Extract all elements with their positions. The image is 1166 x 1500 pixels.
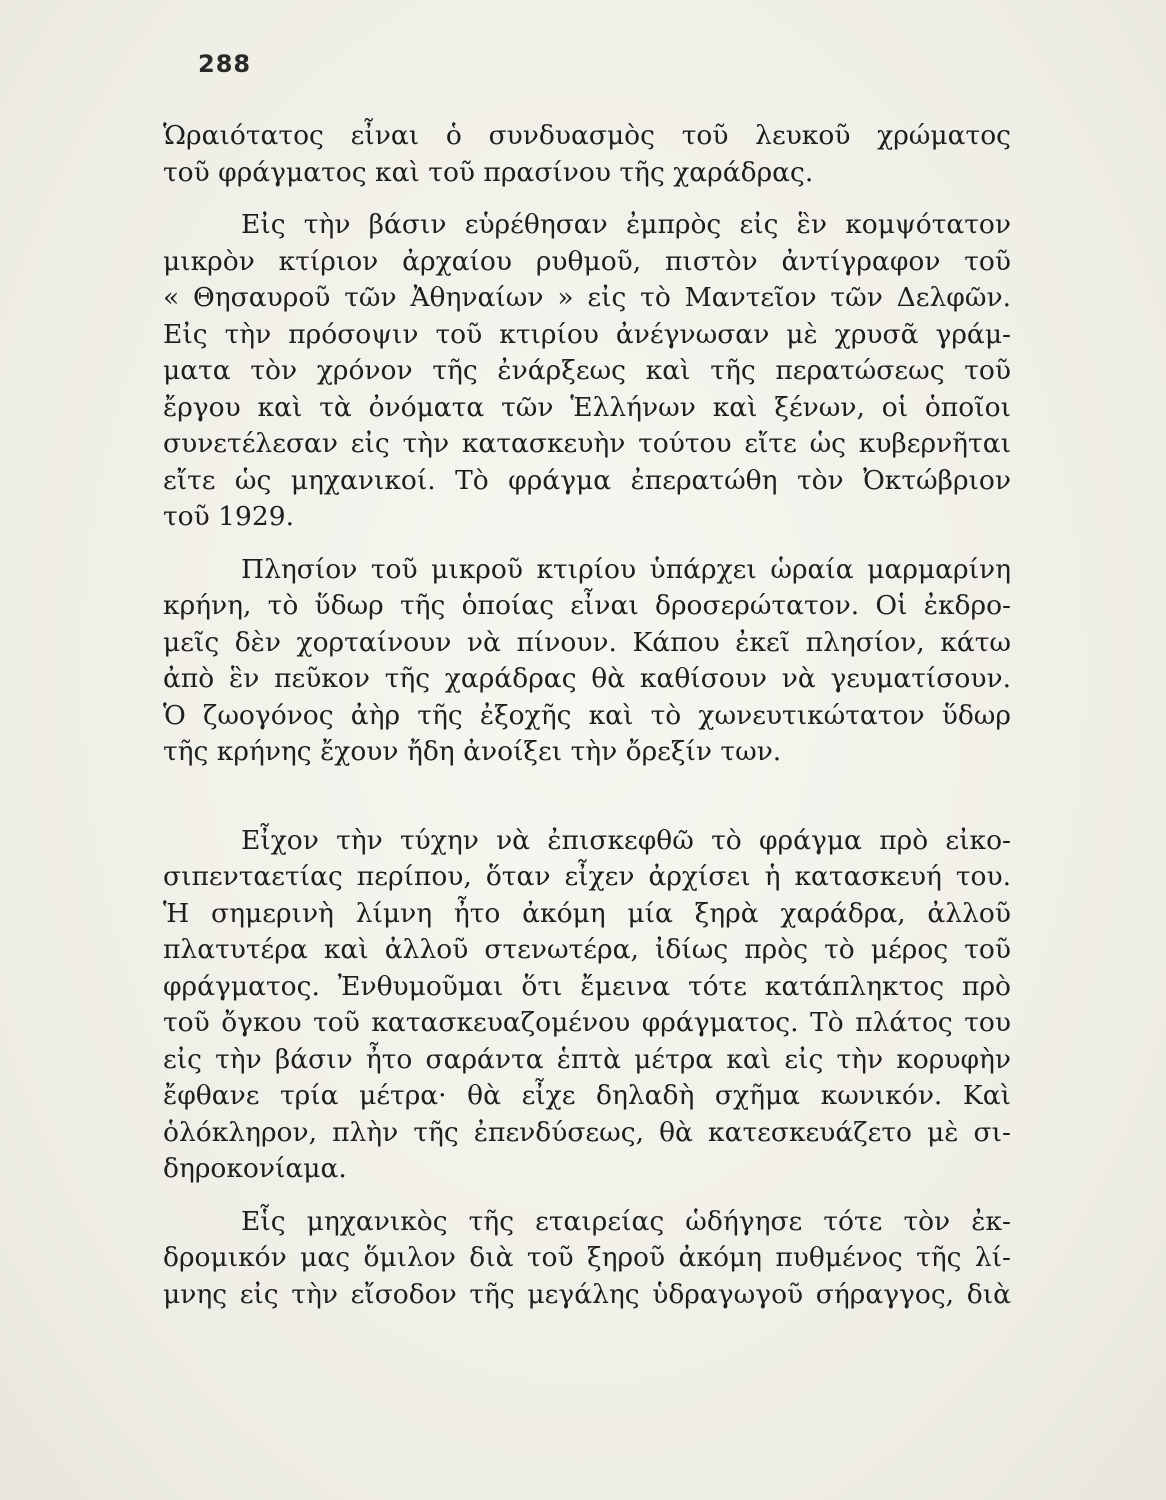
text-line: ἔργου καὶ τὰ ὀνόματα τῶν Ἑλλήνων καὶ ξένων, οἱ ὁποῖοι xyxy=(163,391,1011,423)
text-line: Εἷς μηχανικὸς τῆς εταιρείας ὡδήγησε τότε τὸν ἐκ- xyxy=(241,1205,1011,1237)
paragraph-3 xyxy=(163,552,1011,771)
text-line: εἴτε ὡς μηχανικοί. Τὸ φράγμα ἐπερατώθη τὸν Ὀκτώβριον xyxy=(163,464,1011,496)
body-text xyxy=(163,118,1011,1313)
text-line: ἀπὸ ἓν πεῦκον τῆς χαράδρας θὰ καθίσουν νὰ γευματίσουν. xyxy=(163,663,1011,694)
text-line: εἰς τὴν βάσιν ἦτο σαράντα ἑπτὰ μέτρα καὶ εἰς τὴν κορυφὴν xyxy=(163,1043,1011,1075)
text-line: κρήνη, τὸ ὕδωρ τῆς ὁποίας εἶναι δροσερώτατον. Οἱ ἐκδρο- xyxy=(163,590,1011,621)
text-line: ἔφθανε τρία μέτρα· θὰ εἶχε δηλαδὴ σχῆμα κωνικόν. Καὶ xyxy=(163,1080,1011,1111)
text-line: ματα τὸν χρόνον τῆς ἐνάρξεως καὶ τῆς περατώσεως τοῦ xyxy=(163,355,1011,386)
text-line: δηροκονίαμα. xyxy=(163,1153,347,1184)
text-line: τοῦ φράγματος καὶ τοῦ πρασίνου τῆς χαράδρας. xyxy=(163,156,814,188)
text-line: Ὁ ζωογόνος ἀὴρ τῆς ἐξοχῆς καὶ τὸ χωνευτικώτατον ὕδωρ xyxy=(163,699,1011,731)
page-number: 288 xyxy=(198,50,252,78)
text-line: δρομικόν μας ὅμιλον διὰ τοῦ ξηροῦ ἀκόμη πυθμένος τῆς λί- xyxy=(163,1242,1011,1273)
text-line: μεῖς δὲν χορταίνουν νὰ πίνουν. Κάπου ἐκεῖ πλησίον, κάτω xyxy=(163,626,1011,658)
text-line: Εἶχον τὴν τύχην νὰ ἐπισκεφθῶ τὸ φράγμα πρὸ εἰκο- xyxy=(241,824,1011,856)
text-line: τοῦ ὄγκου τοῦ κατασκευαζομένου φράγματος. Τὸ πλάτος του xyxy=(163,1007,1011,1038)
text-line: φράγματος. Ἐνθυμοῦμαι ὅτι ἔμεινα τότε κατάπληκτος πρὸ xyxy=(163,970,1011,1002)
text-line: τῆς κρήνης ἔχουν ἤδη ἀνοίξει τὴν ὄρεξίν των. xyxy=(163,736,782,767)
text-line: ὁλόκληρον, πλὴν τῆς ἐπενδύσεως, θὰ κατεσκευάζετο μὲ σι- xyxy=(163,1116,1011,1148)
paragraph-5 xyxy=(163,1204,1011,1314)
text-line: « Θησαυροῦ τῶν Ἀθηναίων » εἰς τὸ Μαντεῖον τῶν Δελφῶν. xyxy=(163,282,1011,313)
text-line: μικρὸν κτίριον ἀρχαίου ρυθμοῦ, πιστὸν ἀντίγραφον τοῦ xyxy=(163,245,1011,277)
text-line: Ἡ σημερινὴ λίμνη ἦτο ἀκόμη μία ξηρὰ χαράδρα, ἀλλοῦ xyxy=(163,897,1011,929)
paragraph-2 xyxy=(163,207,1011,536)
text-line: Εἰς τὴν πρόσοψιν τοῦ κτιρίου ἀνέγνωσαν μὲ χρυσᾶ γράμ- xyxy=(163,318,1011,350)
text-line: σιπενταετίας περίπου, ὅταν εἶχεν ἀρχίσει ἡ κατασκευή του. xyxy=(163,861,1011,892)
text-line: τοῦ 1929. xyxy=(163,501,295,532)
paragraph-1 xyxy=(163,118,1011,191)
text-line: μνης εἰς τὴν εἴσοδον τῆς μεγάλης ὑδραγωγοῦ σήραγγος, διὰ xyxy=(163,1278,1011,1310)
text-line: Ὡραιότατος εἶναι ὁ συνδυασμὸς τοῦ λευκοῦ χρώματος xyxy=(163,120,1011,151)
paragraph-4 xyxy=(163,823,1011,1188)
text-line: Πλησίον τοῦ μικροῦ κτιρίου ὑπάρχει ὡραία μαρμαρίνη xyxy=(241,553,1011,585)
text-line: πλατυτέρα καὶ ἀλλοῦ στενωτέρα, ἰδίως πρὸς τὸ μέρος τοῦ xyxy=(163,934,1011,965)
text-line: συνετέλεσαν εἰς τὴν κατασκευὴν τούτου εἴτε ὡς κυβερνῆται xyxy=(163,428,1011,459)
text-line: Εἰς τὴν βάσιν εὑρέθησαν ἐμπρὸς εἰς ἓν κομψότατον xyxy=(241,209,1011,240)
